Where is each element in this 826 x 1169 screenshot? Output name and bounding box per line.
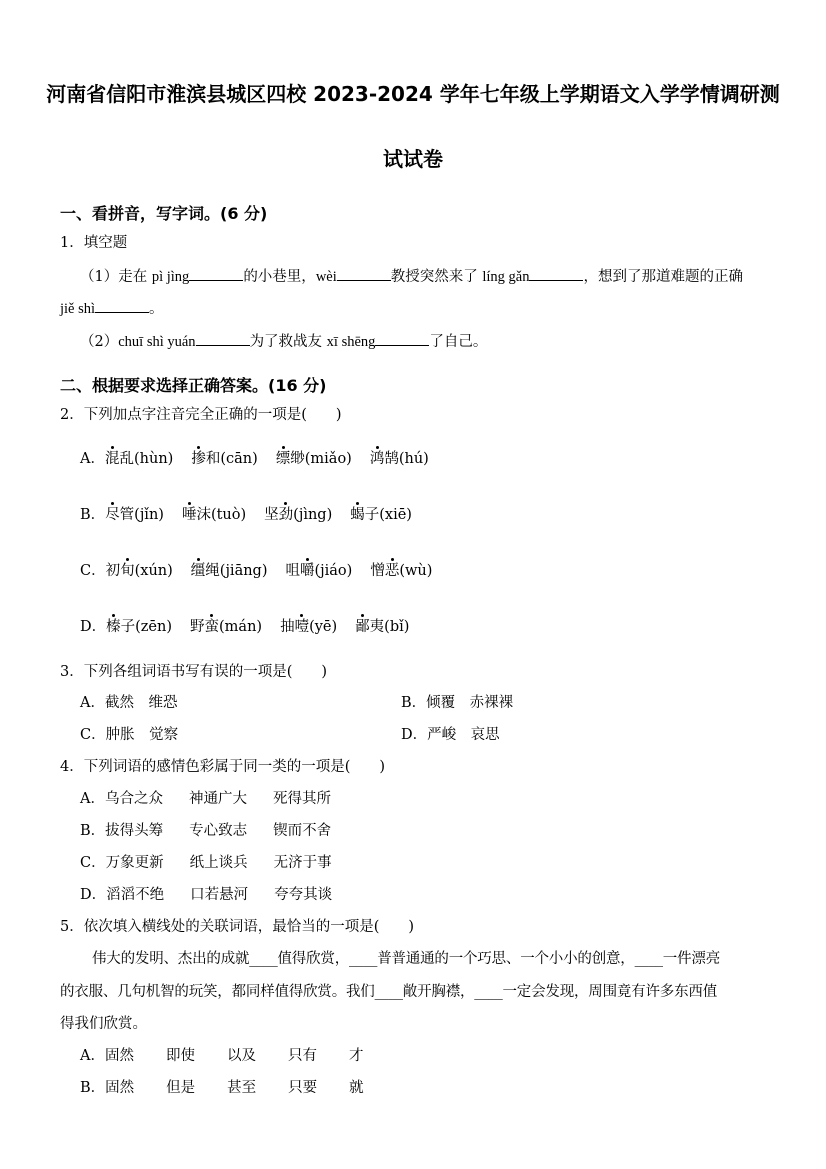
option-letter: A． (80, 791, 105, 807)
option-item: 只要 (288, 1080, 318, 1096)
dotted-char: 鸿 (369, 451, 385, 467)
option-letter: B． (80, 507, 106, 523)
q1-part1-line1 (80, 266, 743, 286)
option-word: 坚劲(jìng) (264, 507, 333, 523)
option-item: 就 (349, 1080, 364, 1096)
pinyin-1: pì jìng (151, 269, 190, 285)
answer-blank-2[interactable] (337, 266, 391, 281)
option-word: 初旬(xún) (105, 563, 173, 579)
dotted-char: 缥 (275, 451, 291, 467)
option-item: 以及 (226, 1048, 256, 1064)
pinyin-2: wèi (315, 269, 337, 285)
option-word: 咀嚼(jiáo) (285, 563, 353, 579)
option-item: 乌合之众 (104, 791, 163, 807)
q5-stem: 5．依次填入横线处的关联词语，最恰当的一项是( ) (60, 919, 415, 935)
q4-option-b[interactable] (80, 822, 331, 840)
q5-passage-line3: 得我们欣赏。 (60, 1016, 147, 1032)
q1p2-text-a: （2） (80, 334, 119, 350)
page-title-line1: 河南省信阳市淮滨县城区四校 2023-2024 学年七年级上学期语文入学学情调研测 (46, 82, 780, 106)
q2-option-a[interactable] (80, 450, 447, 468)
q1-label: 1．填空题 (60, 235, 128, 251)
q1p2-text-b: 为了救战友 (249, 334, 327, 350)
q2-option-c[interactable] (80, 562, 450, 580)
option-word: 憎恶(wù) (370, 563, 433, 579)
q4-stem: 4．下列词语的感情色彩属于同一类的一项是( ) (60, 759, 386, 775)
option-item: 夸夸其谈 (274, 887, 333, 903)
option-word: 榛子(zēn) (106, 619, 173, 635)
q4-option-c[interactable] (80, 854, 332, 872)
option-item: 但是 (166, 1080, 196, 1096)
pinyin-6: xī shēng (326, 334, 376, 350)
q1-part2 (80, 331, 487, 351)
answer-blank-1[interactable] (189, 266, 243, 281)
option-item: 锲而不舍 (273, 823, 332, 839)
answer-blank-4[interactable] (95, 298, 149, 313)
dotted-char: 恶 (384, 563, 400, 579)
answer-blank-3[interactable] (529, 266, 583, 281)
option-item: 拔得头筹 (105, 823, 164, 839)
option-letter: C． (80, 563, 106, 579)
option-letter: A． (80, 451, 105, 467)
pinyin-5: chuī shì yuán (118, 334, 196, 350)
option-item: 死得其所 (272, 791, 331, 807)
q5-passage-line1: 伟大的发明、杰出的成就____值得欣赏，____普普通通的一个巧思、一个小小的创意，____一件漂亮 (92, 951, 720, 967)
q5-passage-line2: 的衣服、几句机智的玩笑，都同样值得欣赏。我们____敞开胸襟，____一定会发现，周围竟有许多东西值 (60, 984, 717, 1000)
dotted-char: 混 (104, 451, 120, 467)
q3-stem: 3．下列各组词语书写有误的一项是( ) (60, 664, 328, 680)
option-item: 口若悬河 (190, 887, 249, 903)
dotted-char: 噎 (294, 619, 310, 635)
option-word: 野蛮(mán) (190, 619, 263, 635)
option-letter: A． (80, 1048, 105, 1064)
pinyin-3: líng gǎn (482, 269, 530, 285)
option-word: 缰绳(jiāng) (190, 563, 268, 579)
dotted-char: 劲 (278, 507, 294, 523)
option-item: 才 (348, 1048, 364, 1064)
q3-option-d[interactable]: D．严峻 哀思 (401, 727, 500, 743)
q3-option-a[interactable]: A．截然 维恐 (80, 695, 178, 711)
option-item: 甚至 (227, 1080, 257, 1096)
q3-option-c[interactable]: C．肿胀 觉察 (80, 727, 179, 743)
answer-blank-5[interactable] (196, 331, 250, 346)
q4-option-a[interactable] (80, 790, 331, 808)
option-letter: B． (80, 1080, 106, 1096)
section1-heading: 一、看拼音，写字词。(6 分) (60, 204, 268, 223)
dotted-char: 掺 (191, 451, 206, 467)
q1p1-text-b: 的小巷里， (243, 269, 316, 285)
q1p1-text-e: 。 (149, 301, 164, 317)
pinyin-4: jiě shì (60, 301, 96, 317)
option-word: 鄙夷(bǐ) (355, 619, 410, 635)
q3-option-b[interactable]: B．倾覆 赤裸裸 (401, 695, 514, 711)
option-item: 只有 (287, 1048, 317, 1064)
section2-heading: 二、根据要求选择正确答案。(16 分) (60, 376, 327, 395)
q1-part1-line2 (60, 298, 164, 318)
option-item: 万象更新 (105, 855, 164, 871)
option-letter: D． (80, 619, 107, 635)
option-word: 掺和(cān) (191, 451, 258, 467)
option-item: 固然 (104, 1048, 134, 1064)
option-letter: D． (80, 887, 107, 903)
option-word: 唾沫(tuò) (181, 507, 247, 523)
option-item: 无济于事 (273, 855, 332, 871)
dotted-char: 蝎 (350, 507, 365, 523)
dotted-char: 榛 (106, 619, 121, 635)
option-word: 缥缈(miǎo) (275, 451, 352, 467)
dotted-char: 唾 (181, 507, 197, 523)
option-item: 滔滔不绝 (106, 887, 165, 903)
option-word: 蝎子(xiē) (350, 507, 412, 523)
option-word: 鸿鹄(hú) (369, 451, 429, 467)
option-item: 专心致志 (189, 823, 248, 839)
dotted-char: 嚼 (300, 563, 315, 579)
q4-option-d[interactable] (80, 886, 332, 904)
q1p2-text-c: 了自己。 (429, 334, 488, 350)
option-letter: B． (80, 823, 106, 839)
option-word: 尽管(jǐn) (105, 507, 164, 523)
q1p1-text-d: ，想到了那道难题的正确 (583, 269, 743, 285)
q2-option-d[interactable] (80, 618, 427, 636)
q2-stem: 2．下列加点字注音完全正确的一项是( ) (60, 407, 342, 423)
q1p1-text-c: 教授突然来了 (390, 269, 483, 285)
page-title-line2: 试试卷 (383, 147, 443, 171)
dotted-char: 尽 (105, 507, 120, 523)
option-item: 固然 (105, 1080, 135, 1096)
dotted-char: 缰 (190, 563, 206, 579)
option-word: 混乱(hùn) (104, 451, 174, 467)
option-item: 即使 (165, 1048, 195, 1064)
option-item: 神通广大 (188, 791, 247, 807)
answer-blank-6[interactable] (375, 331, 429, 346)
option-item: 纸上谈兵 (189, 855, 248, 871)
dotted-char: 鄙 (355, 619, 370, 635)
q5-option-a[interactable] (80, 1047, 363, 1065)
option-word: 抽噎(yē) (280, 619, 338, 635)
q1p1-text-a: （1）走在 (80, 269, 152, 285)
option-letter: C． (80, 855, 106, 871)
q5-option-b[interactable] (80, 1079, 364, 1097)
dotted-char: 旬 (120, 563, 135, 579)
dotted-char: 蛮 (204, 619, 220, 635)
q2-option-b[interactable] (80, 506, 430, 524)
